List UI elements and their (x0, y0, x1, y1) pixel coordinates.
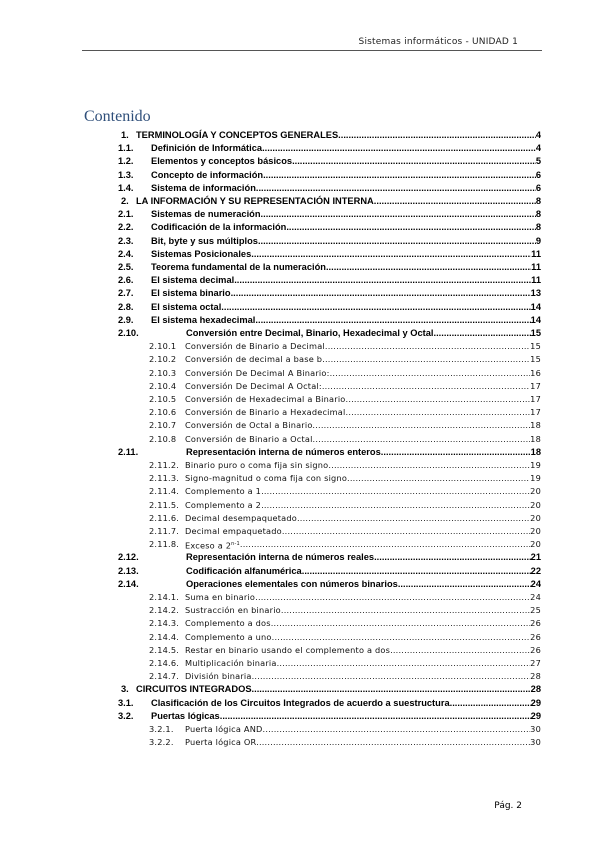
toc-entry-number: 2.4. (118, 248, 134, 259)
toc-entry-number: 2.10.5 (149, 394, 177, 404)
toc-entry[interactable] (0, 393, 600, 406)
toc-entry-page: 15 (530, 354, 541, 365)
toc-entry-title: Conversión de Octal a Binario. (185, 420, 316, 431)
toc-entry-number: 2.11.7. (149, 526, 180, 536)
toc-entry-title: Conversión de Binario a Hexadecimal (185, 407, 346, 418)
toc-title: Contenido (84, 108, 151, 125)
toc-entry-title: Sistemas Posicionales. (151, 248, 254, 259)
toc-entry-number: 2.10.4 (149, 380, 177, 391)
toc-entry-page: 21 (530, 552, 541, 563)
toc-entry[interactable] (0, 697, 600, 710)
toc-dot-leader (252, 683, 531, 696)
toc-entry[interactable] (0, 591, 600, 604)
toc-entry-title: Conversión De Decimal A Octal: (185, 380, 322, 391)
toc-entry-page: 20 (530, 486, 541, 497)
toc-dot-leader (234, 274, 531, 287)
toc-entry-number: 2.6. (118, 275, 134, 286)
toc-entry-page: 6 (535, 169, 541, 180)
toc-entry-title: Suma en binario (185, 592, 256, 602)
toc-dot-leader (292, 155, 536, 168)
toc-entry-page: 4 (535, 130, 541, 140)
toc-entry-number: 1.4. (118, 182, 134, 193)
toc-entry-page: 17 (530, 407, 541, 418)
toc-entry-number: 2.14.7. (149, 671, 180, 682)
toc-dot-leader (325, 353, 530, 366)
toc-entry[interactable] (0, 380, 600, 393)
toc-entry-title: Sistemas de numeración (151, 209, 261, 220)
toc-entry[interactable] (0, 287, 600, 300)
toc-dot-leader (261, 485, 530, 498)
toc-entry[interactable] (0, 710, 600, 723)
toc-dot-leader (252, 670, 531, 683)
toc-entry[interactable] (0, 617, 600, 630)
toc-entry-page: 9 (535, 235, 541, 246)
toc-entry-page: 8 (535, 209, 541, 220)
toc-entry[interactable] (0, 301, 600, 314)
toc-entry-number: 2.10.1 (149, 341, 177, 352)
toc-dot-leader (277, 657, 531, 670)
toc-dot-leader (374, 195, 536, 208)
toc-entry-number: 2.11.2. (149, 460, 180, 470)
toc-dot-leader (347, 472, 530, 485)
toc-entry-page: 17 (530, 394, 541, 404)
toc-entry-title: Complemento a uno (185, 631, 272, 642)
toc-entry[interactable] (0, 314, 600, 327)
toc-entry-title: Conversión de Hexadecimal a Binario (185, 394, 346, 404)
toc-entry-page: 26 (530, 631, 541, 642)
toc-entry-page: 14 (530, 301, 541, 312)
toc-entry-title: Exceso a 2$^{n-1}$ (185, 540, 240, 551)
toc-entry-page: 18 (530, 446, 541, 457)
toc-dot-leader (271, 617, 530, 630)
toc-entry-number: 3.2.1. (149, 724, 174, 734)
toc-entry-number: 2.11.6. (149, 512, 180, 523)
toc-dot-leader (330, 367, 531, 380)
toc-entry-page: 28 (530, 684, 541, 695)
toc-entry-title: El sistema hexadecimal. (151, 314, 258, 325)
toc-entry-page: 20 (530, 499, 541, 510)
toc-entry-number: 3.1. (118, 697, 134, 708)
toc-entry[interactable] (0, 367, 600, 380)
toc-dot-leader (326, 261, 531, 274)
toc-entry-number: 3.2. (118, 710, 134, 721)
toc-entry-page: 16 (530, 367, 541, 378)
toc-dot-leader (259, 736, 530, 749)
toc-entry[interactable] (0, 142, 600, 155)
toc-entry[interactable] (0, 578, 600, 591)
toc-entry[interactable] (0, 644, 600, 657)
toc-entry-page: 18 (530, 420, 541, 431)
toc-entry-page: 20 (530, 539, 541, 550)
toc-entry[interactable] (0, 353, 600, 366)
toc-entry[interactable] (0, 538, 600, 551)
toc-entry-title: Representación interna de números reales (186, 552, 375, 563)
toc-entry[interactable] (0, 433, 600, 446)
toc-entry-title: Teorema fundamental de la numeración (151, 262, 326, 272)
toc-entry[interactable] (0, 340, 600, 353)
toc-entry-page: 20 (530, 526, 541, 536)
toc-entry[interactable] (0, 683, 600, 696)
toc-entry-page: 5 (535, 156, 541, 167)
toc-entry-number: 3.2.2. (149, 737, 174, 748)
toc-entry-title: El sistema decimal (151, 275, 235, 286)
toc-entry-number: 2.11.4. (149, 486, 180, 497)
toc-dot-leader (297, 512, 530, 525)
page-number: Pág. 2 (494, 801, 522, 811)
toc-entry-title: Clasificación de los Circuitos Integrados de acuerdo a suestructura. (151, 697, 453, 708)
toc-entry-title: Codificación de la información (151, 222, 287, 233)
toc-entry-number: 2.11.3. (149, 473, 180, 484)
toc-entry[interactable] (0, 208, 600, 221)
toc-entry-number: 1.2. (118, 156, 134, 167)
toc-entry-page: 4 (535, 143, 541, 154)
toc-entry[interactable] (0, 419, 600, 432)
toc-entry-title: Sustracción en binario (185, 605, 281, 616)
toc-entry[interactable] (0, 261, 600, 274)
toc-entry[interactable] (0, 274, 600, 287)
toc-dot-leader (452, 697, 530, 710)
toc-dot-leader (233, 287, 531, 300)
toc-entry[interactable] (0, 327, 600, 340)
toc-entry[interactable] (0, 670, 600, 683)
toc-entry-page: 27 (530, 658, 541, 668)
toc-entry-number: 2.10.2 (149, 354, 177, 365)
toc-dot-leader (281, 604, 530, 617)
toc-entry-number: 2.14. (118, 578, 139, 589)
toc-dot-leader (400, 578, 530, 591)
toc-dot-leader (286, 221, 535, 234)
toc-dot-leader (222, 710, 530, 723)
toc-dot-leader (258, 235, 536, 248)
toc-entry-number: 2.2. (118, 222, 134, 233)
toc-entry-number: 2.11.5. (149, 499, 180, 510)
toc-entry[interactable] (0, 604, 600, 617)
toc-entry-title: El sistema octal (151, 301, 222, 312)
toc-entry-page: 8 (535, 222, 541, 233)
toc-dot-leader (302, 565, 531, 578)
toc-entry-title: Decimal empaquetado (185, 526, 282, 536)
toc-entry[interactable] (0, 723, 600, 736)
toc-dot-leader (221, 301, 530, 314)
toc-dot-leader (265, 723, 530, 736)
toc-dot-leader (346, 406, 531, 419)
toc-entry-number: 2.10.6 (149, 407, 177, 418)
toc-entry-page: 24 (530, 578, 541, 589)
toc-dot-leader (338, 129, 536, 142)
toc-dot-leader (328, 459, 530, 472)
toc-entry-title: CIRCUITOS INTEGRADOS (136, 684, 252, 695)
toc-entry-title: LA INFORMACIÓN Y SU REPRESENTACIÓN INTERNA (136, 196, 374, 206)
toc-dot-leader (254, 248, 531, 261)
toc-entry[interactable] (0, 446, 600, 459)
toc-entry-title: Bit, byte y sus múltiplos (151, 235, 258, 246)
toc-entry-page: 29 (530, 697, 541, 708)
toc-entry[interactable] (0, 248, 600, 261)
toc-entry-number: 2.14.6. (149, 658, 180, 668)
toc-entry-title: Conversión de Binario a Octal. (185, 433, 316, 444)
toc-entry[interactable] (0, 472, 600, 485)
toc-entry[interactable] (0, 221, 600, 234)
toc-entry[interactable] (0, 235, 600, 248)
header-rule (82, 50, 542, 51)
toc-entry-title: Operaciones elementales con números binarios. (186, 578, 401, 589)
toc-entry-page: 24 (530, 592, 541, 602)
toc-entry-number: 2.14.4. (149, 631, 180, 642)
toc-entry-title: Sistema de información. (151, 182, 259, 193)
toc-entry-page: 19 (530, 473, 541, 484)
toc-entry-page: 14 (530, 314, 541, 325)
toc-entry-number: 2.14.2. (149, 605, 180, 616)
toc-entry[interactable] (0, 155, 600, 168)
toc-entry-page: 19 (530, 460, 541, 470)
toc-entry-number: 1.1. (118, 143, 134, 154)
toc-entry-page: 11 (531, 275, 541, 286)
toc-entry-title: Conversión de Binario a Decimal. (185, 341, 328, 352)
toc-dot-leader (282, 525, 530, 538)
toc-entry-page: 29 (530, 710, 541, 721)
toc-entry-title: Puertas lógicas. (151, 710, 223, 721)
toc-entry-page: 15 (530, 341, 541, 352)
toc-entry-number: 2.10.8 (149, 433, 177, 444)
toc-entry-title: Decimal desempaquetado (185, 512, 297, 523)
toc-entry-page: 28 (530, 671, 541, 682)
toc-entry-page: 17 (530, 380, 541, 391)
toc-entry[interactable] (0, 499, 600, 512)
toc-entry-number: 2.10. (118, 328, 139, 338)
toc-entry-title: División binaria (185, 671, 252, 682)
toc-entry-number: 3. (121, 684, 129, 695)
toc-entry-page: 25 (530, 605, 541, 616)
toc-entry-number: 2.5. (118, 262, 134, 272)
toc-entry-page: 26 (530, 618, 541, 629)
toc-entry-title: Definición de Informática (151, 143, 263, 154)
toc-entry-page: 13 (530, 288, 541, 299)
toc-entry[interactable] (0, 512, 600, 525)
toc-entry-number: 2.10.7 (149, 420, 177, 431)
toc-entry-number: 2.10.3 (149, 367, 177, 378)
toc-dot-leader (383, 446, 530, 459)
toc-entry[interactable] (0, 736, 600, 749)
toc-dot-leader (261, 208, 536, 221)
toc-dot-leader (266, 169, 536, 182)
toc-entry-number: 2.14.1. (149, 592, 180, 602)
toc-entry-page: 11 (531, 262, 541, 272)
toc-entry-page: 18 (530, 433, 541, 444)
toc-entry-title: Multiplicación binaria (185, 658, 277, 668)
toc-entry-title: Complemento a 2 (185, 499, 262, 510)
toc-entry-page: 6 (535, 182, 541, 193)
toc-entry-number: 2.14.3. (149, 618, 180, 629)
toc-entry-title: Complemento a 1 (185, 486, 262, 497)
toc-entry-number: 2.13. (118, 565, 139, 576)
toc-entry-title: Conversión De Decimal A Binario: (185, 367, 330, 378)
toc-entry-superscript: n-1 (231, 541, 240, 548)
toc-dot-leader (255, 591, 530, 604)
toc-entry-title: Concepto de información. (151, 169, 266, 180)
toc-entry-page: 8 (535, 196, 541, 206)
toc-dot-leader (261, 499, 530, 512)
toc-dot-leader (272, 631, 531, 644)
toc-entry-number: 1. (121, 130, 129, 140)
toc-entry-title: Restar en binario usando el complemento a dos (185, 644, 391, 655)
toc-dot-leader (328, 340, 530, 353)
toc-entry-number: 2.9. (118, 314, 134, 325)
toc-entry-page: 26 (530, 644, 541, 655)
toc-dot-leader (315, 433, 530, 446)
toc-entry-title: Puerta lógica AND. (185, 724, 266, 734)
toc-entry-number: 2.12. (118, 552, 139, 563)
toc-dot-leader (436, 327, 531, 340)
toc-entry-title: Elementos y conceptos básicos (151, 156, 293, 167)
toc-dot-leader (346, 393, 531, 406)
toc-dot-leader (390, 644, 530, 657)
toc-entry-title: Representación interna de números enteros. (186, 446, 384, 457)
toc-entry[interactable] (0, 195, 600, 208)
toc-entry[interactable] (0, 182, 600, 195)
toc-dot-leader (322, 380, 530, 393)
toc-entry-page: 30 (530, 724, 541, 734)
toc-entry[interactable] (0, 459, 600, 472)
toc-entry-number: 2. (121, 196, 129, 206)
toc-entry[interactable] (0, 631, 600, 644)
toc-entry-page: 30 (530, 737, 541, 748)
toc-entry-title: El sistema binario. (151, 288, 234, 299)
toc-entry-page: 15 (530, 328, 541, 338)
toc-entry-number: 2.1. (118, 209, 134, 220)
toc-entry-title: Conversión entre Decimal, Binario, Hexadecimal y Octal. (186, 328, 437, 338)
toc-dot-leader (315, 419, 530, 432)
toc-entry[interactable] (0, 129, 600, 142)
toc-entry[interactable] (0, 406, 600, 419)
toc-entry-page: 22 (530, 565, 541, 576)
toc-entry[interactable] (0, 169, 600, 182)
running-header: Sistemas informáticos - UNIDAD 1 (358, 37, 518, 47)
toc-entry[interactable] (0, 565, 600, 578)
toc-entry-number: 2.3. (118, 235, 134, 246)
toc-entry-number: 2.11. (118, 446, 139, 457)
toc-entry-number: 2.7. (118, 288, 134, 299)
toc-entry[interactable] (0, 657, 600, 670)
toc-entry-title: Complemento a dos (185, 618, 271, 629)
toc-entry-number: 1.3. (118, 169, 134, 180)
toc-dot-leader (258, 182, 535, 195)
toc-dot-leader (374, 551, 531, 564)
toc-entry-number: 2.11.8. (149, 539, 180, 550)
toc-entry[interactable] (0, 485, 600, 498)
toc-dot-leader (262, 142, 536, 155)
toc-entry[interactable] (0, 551, 600, 564)
toc-entry-number: 2.8. (118, 301, 134, 312)
toc-entry-title: Binario puro o coma fija sin signo (185, 460, 329, 470)
toc-entry[interactable] (0, 525, 600, 538)
toc-entry-title: Codificación alfanumérica (186, 565, 302, 576)
toc-entry-number: 2.14.5. (149, 644, 180, 655)
toc-entry-title: Conversión de decimal a base b. (185, 354, 325, 365)
toc-entry-title: Signo-magnitud o coma fija con signo (185, 473, 348, 484)
toc-entry-page: 20 (530, 512, 541, 523)
toc-entry-page: 11 (531, 248, 541, 259)
toc-entry-title: Puerta lógica OR. (185, 737, 259, 748)
toc-dot-leader (258, 314, 531, 327)
toc-entry-title: TERMINOLOGÍA Y CONCEPTOS GENERALES (136, 130, 339, 140)
